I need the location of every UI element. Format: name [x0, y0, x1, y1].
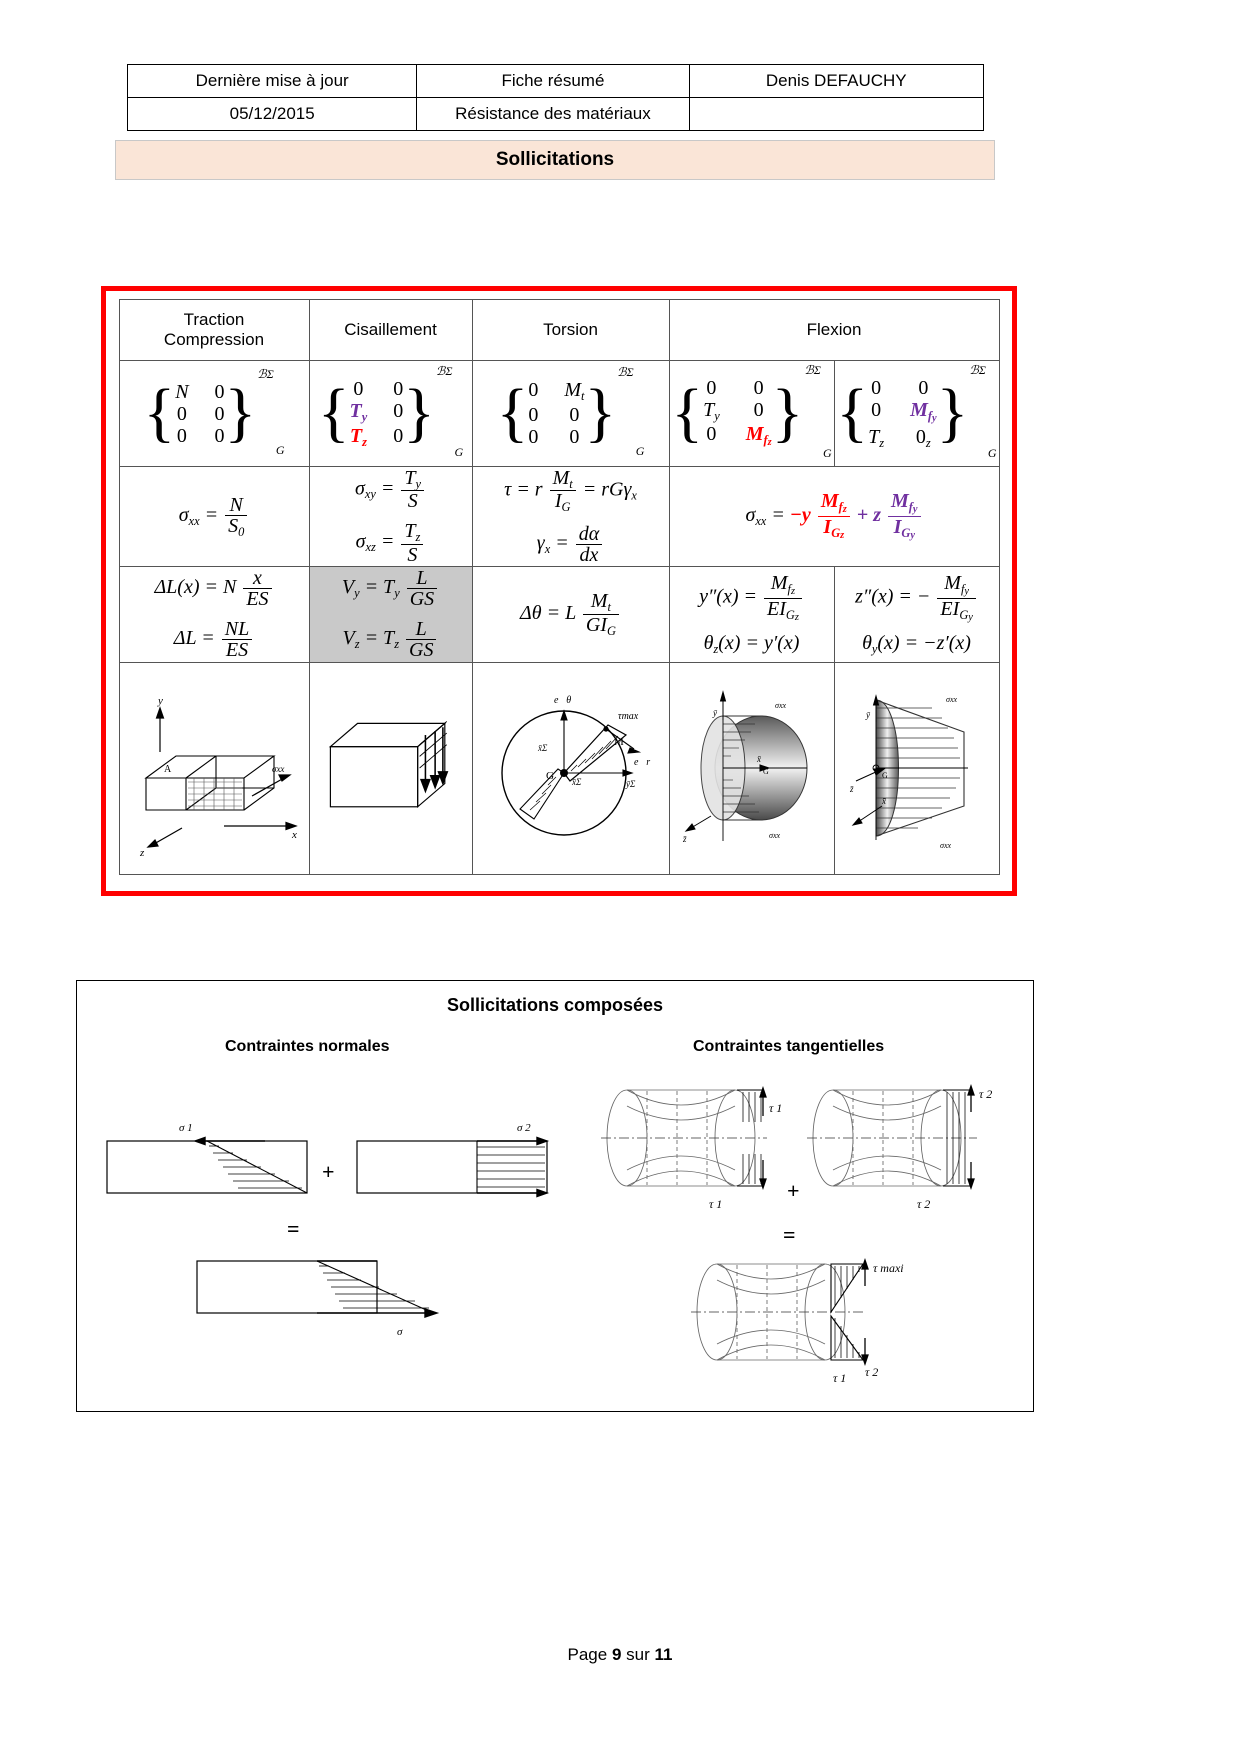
- table-row: [128, 98, 984, 131]
- axis-label-x-sigma: x̄Σ: [537, 743, 547, 754]
- footer-page-number: 9: [611, 1645, 622, 1664]
- axis-label-x: x̄: [756, 753, 761, 764]
- label-tau-1-top: τ 1: [769, 1101, 783, 1115]
- cell-figure-torsion: [472, 662, 669, 874]
- formula-theta-y: $\theta_y(x) = -z'(x)$: [862, 632, 971, 657]
- torsor-entry-mt: $M_t$: [564, 379, 585, 404]
- composite-title: Sollicitations composées: [446, 995, 664, 1015]
- point-label-g: G: [881, 770, 888, 780]
- stress-label-bottom: σxx: [939, 840, 951, 850]
- cell-stress-flexion: [669, 467, 999, 567]
- operator-equals-tangential: =: [783, 1222, 796, 1247]
- point-label-a: A: [164, 764, 172, 776]
- cell-figure-traction: [119, 662, 309, 874]
- header-cell-last-update-label: Dernière mise à jour: [128, 65, 417, 98]
- column-header-cisaillement: Cisaillement: [309, 300, 472, 361]
- header-cell-doc-type: Fiche résumé: [417, 65, 689, 98]
- torsor-entry-mfz: $M_{fz}$: [745, 423, 772, 449]
- stress-label-top: σxx: [774, 700, 786, 710]
- axis-label-x: x: [292, 829, 297, 842]
- axis-label-z: z̄: [849, 783, 854, 794]
- operator-plus-tangential: +: [787, 1178, 800, 1203]
- header-cell-author: Denis DEFAUCHY: [689, 65, 983, 98]
- point-label-g: G: [762, 766, 769, 776]
- torsor-basis-label: ℬΣ: [969, 363, 986, 378]
- torsor-point-label: G: [822, 445, 832, 460]
- sollicitations-table-container: [101, 286, 1017, 896]
- vector-label-e-r: e⃗r: [633, 757, 650, 769]
- formula-sigma-xx-traction: $\sigma_{xx}$ = $\frac{N}{S_0}$: [179, 504, 250, 526]
- column-header-traction-compression: Traction Compression: [119, 300, 309, 361]
- stress-label-sigma-xx: σxx: [272, 764, 285, 775]
- cell-figure-cisaillement: [309, 662, 472, 874]
- table-row-torsors: [119, 361, 999, 467]
- label-tau-maxi: τ maxi: [873, 1261, 904, 1275]
- label-tau-result-2: τ 2: [865, 1365, 879, 1379]
- torsor-traction: { N 0 0 0 0 0 } ℬΣ G: [143, 366, 285, 457]
- axis-label-x-sigma-2: x̄Σ: [571, 777, 581, 788]
- torsor-point-label: G: [454, 444, 464, 459]
- table-header-row: [119, 300, 999, 361]
- torsor-entry-zero-z: $0_z$: [915, 425, 931, 450]
- formula-delta-theta: Δθ = L $\frac{M_t}{GI_G}$: [520, 602, 621, 624]
- label-sigma-1: σ 1: [179, 1122, 193, 1134]
- torsor-basis-label: ℬΣ: [435, 364, 453, 379]
- formula-delta-l-x: ΔL(x) = N $\frac{x}{ES}$: [154, 568, 273, 609]
- cell-deformation-torsion: [472, 566, 669, 662]
- label-tau-2-bottom: τ 2: [917, 1197, 931, 1211]
- column-header-torsion: Torsion: [472, 300, 669, 361]
- column-header-flexion: Flexion: [669, 300, 999, 361]
- page-footer: [0, 1645, 1240, 1665]
- cell-torsor-flexion-y: [834, 361, 999, 467]
- formula-sigma-xx-flexion: $\sigma_{xx} = -y$ $\frac{M_{fz}}{I_{Gz}}$ + z $\frac{M_{fy}}{I_{Gy}}$: [745, 504, 922, 526]
- sollicitations-table: [119, 299, 1000, 875]
- axis-label-x: x̄: [881, 795, 886, 806]
- vector-label-e-theta: e⃗θ: [553, 695, 571, 707]
- torsor-point-label: G: [987, 445, 997, 460]
- torsor-point-label: G: [275, 442, 285, 457]
- point-label-g: G: [545, 770, 554, 783]
- bending-y-diagram: [836, 676, 998, 861]
- section-title-bar: [115, 140, 995, 180]
- torsor-entry-tz: $T_z$: [868, 425, 885, 450]
- stress-label-top: σxx: [945, 694, 957, 704]
- normal-stress-composition-diagram: [97, 1101, 567, 1391]
- cell-torsor-traction: [119, 361, 309, 467]
- label-sigma-2: σ 2: [517, 1122, 531, 1134]
- torsor-flexion-z: { 0 0 $T_y$ 0 0 $M_{fz}$ } ℬΣ G: [671, 363, 832, 460]
- cell-torsor-flexion-z: [669, 361, 834, 467]
- tangential-stress-composition-diagram: [587, 1076, 1027, 1406]
- axis-label-z: z̄: [682, 833, 687, 844]
- label-sigma-result: σ: [397, 1326, 403, 1338]
- cell-deformation-flexion-y: [834, 566, 999, 662]
- formula-vz: $V_z = T_z$ $\frac{L}{GS}$: [343, 619, 439, 660]
- header-cell-last-update-date: 05/12/2015: [128, 98, 417, 131]
- cell-torsor-cisaillement: [309, 361, 472, 467]
- composite-subtitle-normal: Contraintes normales: [225, 1038, 390, 1055]
- shear-block-diagram: [311, 688, 471, 848]
- formula-sigma-xz: $\sigma_{xz}$ = $\frac{T_z}{S}$: [356, 521, 426, 564]
- axis-label-z: z: [140, 847, 145, 859]
- cell-figure-flexion-z: [669, 662, 834, 874]
- torsor-basis-label: ℬΣ: [617, 365, 634, 380]
- stress-label-bottom: σxx: [768, 830, 780, 840]
- point-label-m: M: [613, 736, 624, 749]
- torsor-torsion: { 0 $M_t$ 0 0 0 0 } ℬΣ G: [496, 365, 645, 458]
- axis-label-y-sigma: ȳΣ: [625, 779, 635, 790]
- label-tau-2-top: τ 2: [979, 1087, 993, 1101]
- page-title: Sollicitations: [495, 149, 615, 170]
- label-tau-max: τmax: [617, 711, 638, 723]
- cell-deformation-flexion-z: [669, 566, 834, 662]
- formula-sigma-xy: $\sigma_{xy}$ = $\frac{T_y}{S}$: [355, 468, 426, 511]
- footer-middle: sur: [621, 1645, 655, 1664]
- torsor-entry-ty: $T_y$: [349, 400, 368, 425]
- header-cell-empty: [689, 98, 983, 131]
- bending-z-diagram: [671, 676, 833, 861]
- formula-y-second: y″(x) = $\frac{M_{fz}}{EI_{Gz}}$: [699, 573, 804, 623]
- formula-delta-l: ΔL = $\frac{NL}{ES}$: [174, 619, 254, 660]
- torsor-entry-tz: $T_z$: [349, 424, 367, 449]
- torsor-basis-label: ℬΣ: [257, 366, 274, 381]
- torsor-point-label: G: [635, 443, 645, 458]
- header-table: [127, 64, 984, 131]
- formula-vy: $V_y = T_y$ $\frac{L}{GS}$: [342, 568, 439, 609]
- axis-label-y: y: [158, 695, 163, 708]
- torsor-flexion-y: { 0 0 0 $M_{fy}$ $T_z$ $0_z$ } ℬΣ G: [836, 363, 997, 460]
- label-tau-1-bottom: τ 1: [709, 1197, 723, 1211]
- torsor-basis-label: ℬΣ: [804, 363, 821, 378]
- formula-theta-z: $\theta_z(x) = y'(x)$: [703, 632, 800, 657]
- footer-total-pages: 11: [654, 1645, 673, 1664]
- formula-tau-torsion: τ = r $\frac{M_t}{I_G}$ = rGγ$_x$: [504, 467, 637, 515]
- axis-label-y: ȳ: [712, 707, 717, 718]
- formula-gamma-x: $\gamma_x$ = $\frac{d\alpha}{dx}$: [537, 524, 604, 565]
- sollicitations-composees-box: [76, 980, 1034, 1412]
- composite-subtitle-tangential: Contraintes tangentielles: [693, 1038, 885, 1055]
- axis-label-y: ȳ: [865, 709, 870, 720]
- operator-plus: +: [322, 1159, 335, 1184]
- cell-figure-flexion-y: [834, 662, 999, 874]
- torsor-entry-mfy: $M_{fy}$: [910, 399, 937, 425]
- torsor-entry-ty: $T_y$: [703, 399, 720, 423]
- table-row-deformation: [119, 566, 999, 662]
- cell-deformation-cisaillement: [309, 566, 472, 662]
- operator-equals: =: [287, 1216, 300, 1241]
- cell-torsor-torsion: [472, 361, 669, 467]
- cell-deformation-traction: [119, 566, 309, 662]
- label-tau-result-1: τ 1: [833, 1371, 847, 1385]
- table-row-stress: [119, 467, 999, 567]
- footer-prefix: Page: [567, 1645, 612, 1664]
- cell-stress-cisaillement: [309, 467, 472, 567]
- table-row: [128, 65, 984, 98]
- cell-stress-traction: [119, 467, 309, 567]
- torsor-cisaillement: { 0 0 $T_y$ 0 $T_z$ 0 } ℬΣ G: [317, 364, 464, 459]
- cell-stress-torsion: [472, 467, 669, 567]
- header-cell-subject: Résistance des matériaux: [417, 98, 689, 131]
- formula-z-second: z″(x) = − $\frac{M_{fy}}{EI_{Gy}}$: [855, 573, 978, 623]
- traction-beam-diagram: [124, 678, 304, 858]
- torsion-section-diagram: [476, 673, 666, 863]
- table-row-figures: [119, 662, 999, 874]
